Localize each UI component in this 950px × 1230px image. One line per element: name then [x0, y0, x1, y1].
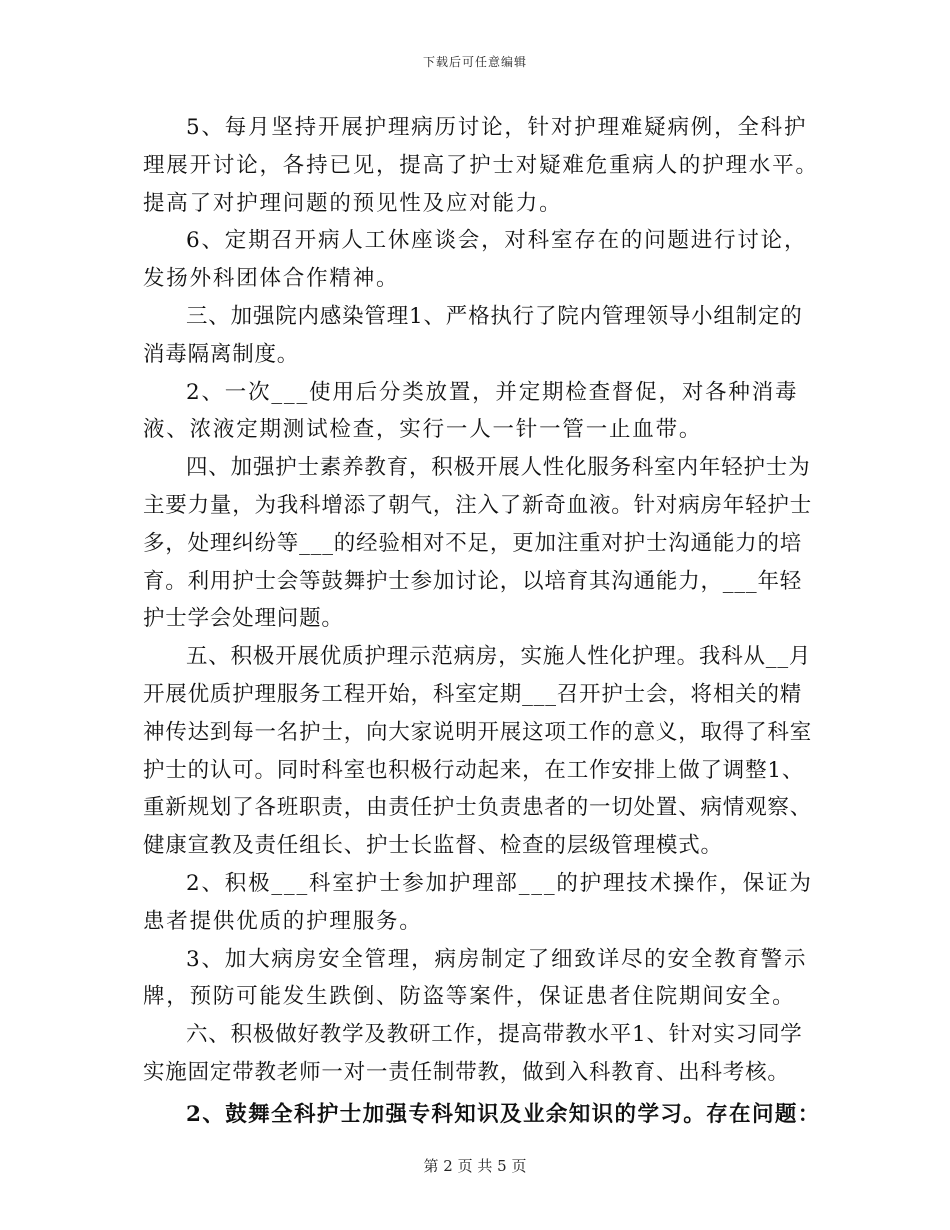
- paragraph-teaching: 六、积极做好教学及教研工作，提高带教水平1、针对实习同学实施固定带教老师一对一责任制带教，做到入科教育、出科考核。: [143, 1022, 803, 1085]
- page-header: 下载后可任意编辑: [422, 55, 527, 69]
- paragraph-learning-issues: 2、鼓舞全科护士加强专科知识及业余知识的学习。存在问题：: [186, 1101, 821, 1127]
- paragraph-disinfection: 2、一次___使用后分类放置，并定期检查督促，对各种消毒液、浓液定期测试检查，实行一人一针一管一止血带。: [143, 379, 799, 443]
- paragraph-6-patient-forum: 6、定期召开病人工休座谈会，对科室存在的问题进行讨论，发扬外科团体合作精神。: [143, 228, 808, 292]
- paragraph-nurse-education: 四、加强护士素养教育，积极开展人性化服务科室内年轻护士为主要力量，为我科增添了朝气，注入了新奇血液。针对病房年轻护士多，处理纠纷等___的经验相对不足，更加注重对护士沟通能力的培育。利用护士会等鼓舞护士参加讨论，以培育其沟通能力，___年轻护士学会处理问题。: [143, 455, 813, 632]
- paragraph-ward-safety: 3、加大病房安全管理，病房制定了细致详尽的安全教育警示牌，预防可能发生跌倒、防盗等案件，保证患者住院期间安全。: [143, 946, 808, 1010]
- paragraph-skill-training: 2、积极___科室护士参加护理部___的护理技术操作，保证为患者提供优质的护理服务。: [143, 870, 813, 934]
- paragraph-infection-control: 三、加强院内感染管理1、严格执行了院内管理领导小组制定的消毒隔离制度。: [143, 303, 803, 367]
- paragraph-quality-care: 五、积极开展优质护理示范病房，实施人性化护理。我科从__月开展优质护理服务工程开始，科室定期___召开护士会，将相关的精神传达到每一名护士，向大家说明开展这项工作的意义，取得了科室护士的认可。同时科室也积极行动起来，在工作安排上做了调整1、重新规划了各班职责，由责任护士负责患者的一切处置、病情观察、健康宣教及责任组长、护士长监督、检查的层级管理模式。: [143, 644, 813, 859]
- paragraph-5-case-discussion: 5、每月坚持开展护理病历讨论，针对护理难疑病例，全科护理展开讨论，各持已见，提高了护士对疑难危重病人的护理水平。提高了对护理问题的预见性及应对能力。: [143, 115, 819, 216]
- document-body: [143, 109, 823, 1134]
- page-footer: 第 2 页 共 5 页: [423, 1157, 527, 1175]
